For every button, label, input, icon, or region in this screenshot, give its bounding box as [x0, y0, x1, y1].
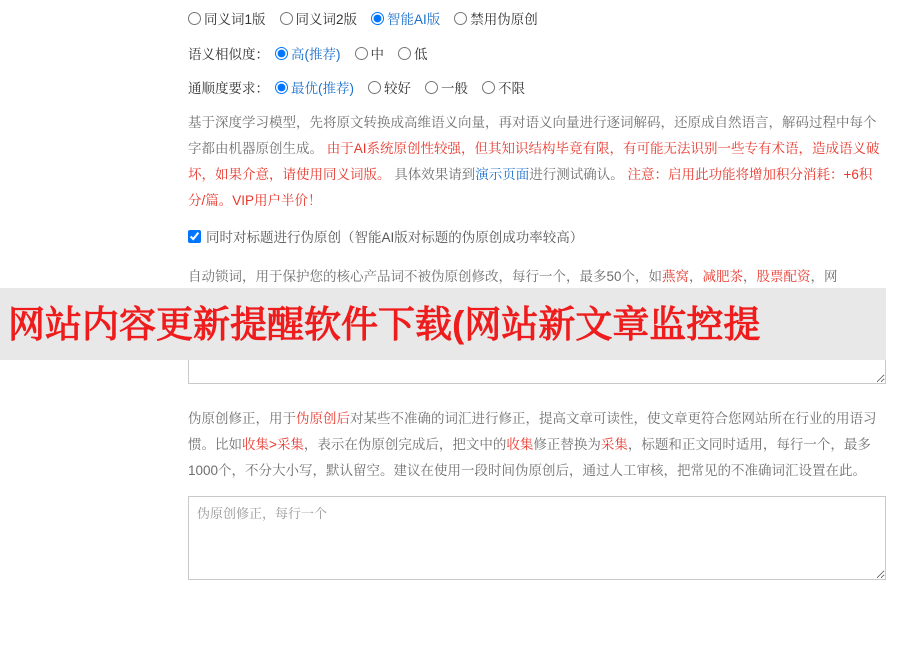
fluency-label-normal[interactable]: 一般 [441, 81, 468, 96]
mode-option-synonym2[interactable] [280, 8, 358, 28]
fluency-option-unlimited[interactable] [482, 77, 525, 97]
fluency-label: 通顺度要求： [188, 81, 269, 96]
title-rewrite-label[interactable]: 同时对标题进行伪原创（智能AI版对标题的伪原创成功率较高） [206, 230, 584, 245]
fluency-radio-normal[interactable] [425, 81, 438, 94]
lock-example-3: 股票配资 [756, 269, 811, 284]
similarity-label-low[interactable]: 低 [414, 47, 428, 62]
fluency-label-best[interactable]: 最优(推荐) [291, 81, 354, 96]
fluency-radio-best[interactable] [275, 81, 288, 94]
fix-desc-part3: ，表示在伪原创完成后，把文中的 [303, 437, 507, 452]
mode-radio-synonym2[interactable] [280, 12, 293, 25]
lock-example-1: 燕窝 [662, 269, 690, 284]
ai-description-text [188, 110, 888, 214]
lock-words-description: 自动锁词，用于保护您的核心产品词不被伪原创修改，每行一个，最多50个，如燕窝，减肥茶，股票配资，网 [188, 269, 838, 284]
ai-desc-credit-notice: 注意：启用此功能将增加积分消耗：+6积分/篇。VIP用户半价！ [188, 167, 873, 208]
lock-desc-part1: 自动锁词，用于保护您的核心产品词不被伪原创修改，每行一个，最多50个，如 [188, 269, 663, 284]
ai-desc-part1: 基于深度学习模型，先将原文转换成高维语义向量，再对语义向量进行逐词解码，还原成自然语言，解码过程中每个字都由机器原创生成。 [188, 115, 877, 156]
fix-desc-part2: 对某些不准确的词汇进行修正，提高文章可读性，使文章更符合您网站所在行业的用语习惯。比如 [188, 411, 877, 452]
fluency-option-good[interactable] [368, 77, 411, 97]
fluency-label-unlimited[interactable]: 不限 [498, 81, 525, 96]
fix-words-textarea[interactable] [188, 496, 886, 580]
fix-desc-part5: ，标题和正文同时适用，每行一个，最多1000个，不分大小写，默认留空。建议在使用一段时间伪原创后，通过人工审核，把常见的不准确词汇设置在此。 [188, 437, 871, 478]
fluency-label-good[interactable]: 较好 [384, 81, 411, 96]
ai-desc-warning: 由于AI系统原创性较强，但其知识结构毕竟有限，有可能无法识别一些专有术语，造成语义破坏，如果介意，请使用同义词版。 [188, 141, 880, 182]
lock-desc-part2: ，网 [810, 269, 838, 284]
fix-words-description [188, 406, 888, 484]
similarity-row [188, 36, 900, 70]
title-rewrite-checkbox[interactable] [188, 230, 201, 243]
mode-label-synonym2[interactable]: 同义词2版 [295, 12, 358, 27]
fluency-row [188, 70, 900, 104]
mode-radio-synonym1[interactable] [188, 12, 201, 25]
mode-option-synonym1[interactable] [188, 8, 266, 28]
mode-option-disabled[interactable] [454, 8, 538, 28]
similarity-radio-low[interactable] [398, 47, 411, 60]
mode-radio-ai[interactable] [371, 12, 384, 25]
fix-desc-example: 收集>采集 [242, 437, 304, 452]
fluency-radio-good[interactable] [368, 81, 381, 94]
fix-desc-red1: 伪原创后 [296, 411, 350, 426]
similarity-option-low[interactable] [398, 43, 428, 63]
fix-desc-part4: 修正替换为 [533, 437, 601, 452]
similarity-label-high[interactable]: 高(推荐) [291, 47, 341, 62]
mode-label-disabled[interactable]: 禁用伪原创 [470, 12, 538, 27]
mode-radio-disabled[interactable] [454, 12, 467, 25]
mode-label-ai[interactable]: 智能AI版 [387, 12, 441, 27]
similarity-radio-medium[interactable] [355, 47, 368, 60]
similarity-label-medium[interactable]: 中 [370, 47, 384, 62]
ai-desc-part3: 具体效果请到 [390, 167, 476, 182]
similarity-label: 语义相似度： [188, 47, 269, 62]
fix-desc-red4: 采集 [600, 437, 628, 452]
overlay-banner-text: 网站内容更新提醒软件下载(网站新文章监控提 [8, 303, 761, 345]
mode-label-synonym1[interactable]: 同义词1版 [204, 12, 266, 27]
fluency-option-best[interactable] [275, 77, 354, 97]
fluency-option-normal[interactable] [425, 77, 468, 97]
mode-option-ai[interactable] [371, 8, 440, 28]
title-rewrite-row[interactable] [188, 226, 900, 246]
fix-desc-red3: 收集 [506, 437, 534, 452]
ai-desc-part4: 进行测试确认。 [529, 167, 628, 182]
similarity-option-high[interactable] [275, 43, 341, 63]
overlay-banner [0, 288, 886, 360]
similarity-option-medium[interactable] [355, 43, 385, 63]
lock-example-2: 减肥茶 [702, 269, 744, 284]
fix-desc-part1: 伪原创修正，用于 [188, 411, 296, 426]
similarity-radio-high[interactable] [275, 47, 288, 60]
demo-page-link[interactable]: 演示页面 [475, 167, 530, 182]
mode-radio-group [188, 0, 900, 36]
fluency-radio-unlimited[interactable] [482, 81, 495, 94]
